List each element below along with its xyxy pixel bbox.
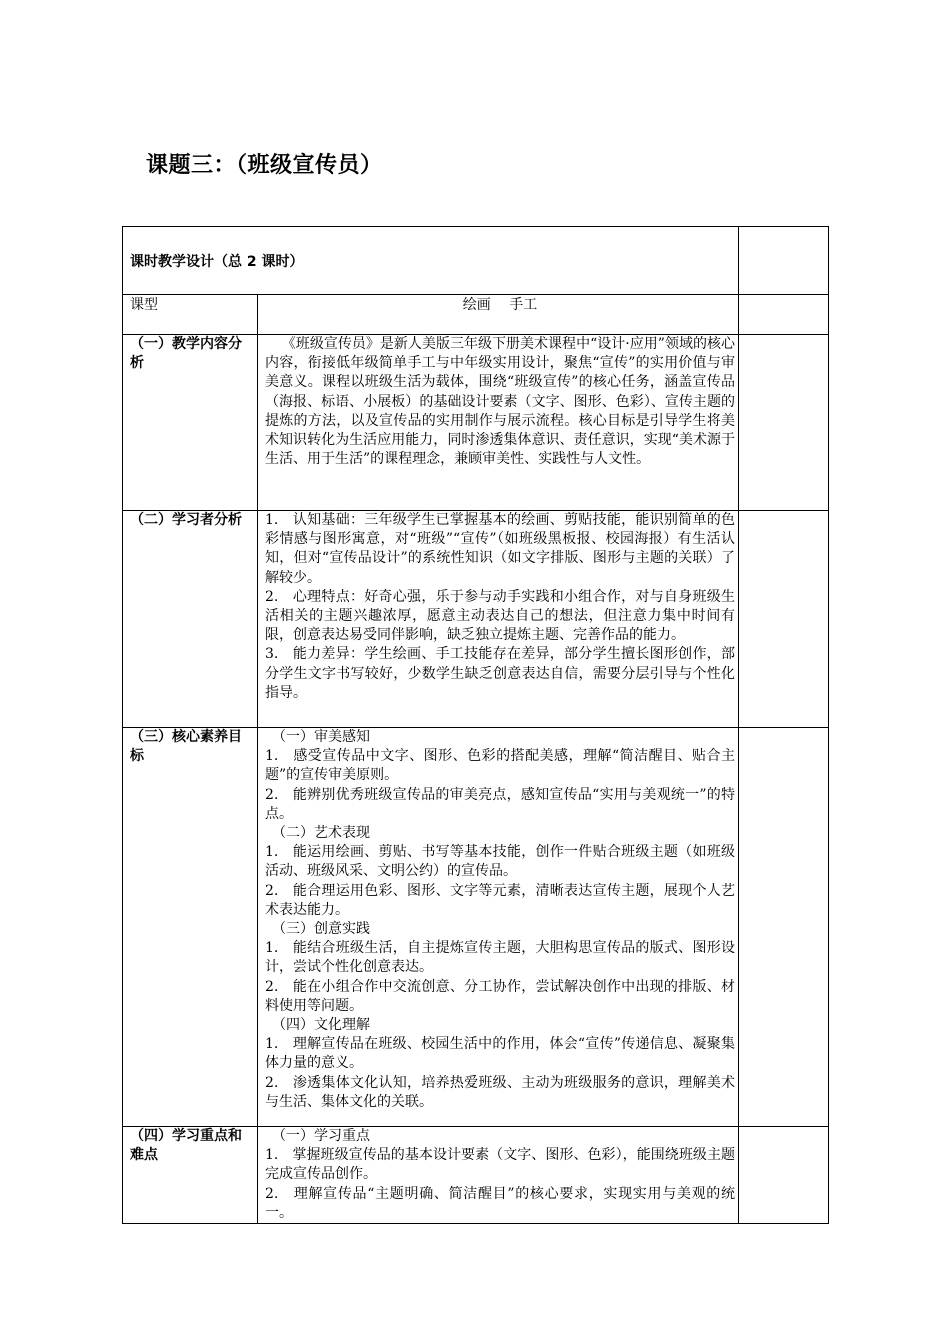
paragraph: 2. 能辨别优秀班级宣传品的审美亮点，感知宣传品“实用与美观统一”的特点。: [265, 786, 735, 822]
header-row: [123, 227, 829, 295]
paragraph: 《班级宣传员》是新人美版三年级下册美术课程中“设计·应用”领域的核心内容，衔接低年级简单手工与中年级实用设计，聚焦“宣传”的实用价值与审美意义。课程以班级生活为载体，围绕“班级宣传”的核心任务，涵盖宣传品（海报、标语、小展板）的基础设计要素（文字、图形、色彩）、宣传主题的提炼的方法，以及宣传品的实用制作与展示流程。核心目标是引导学生将美术知识转化为生活应用能力，同时渗透集体意识、责任意识，实现“美术源于生活、用于生活”的课程理念，兼顾审美性、实践性与人文性。: [265, 336, 735, 468]
section-label: （四）学习重点和难点: [123, 1127, 258, 1224]
section-content: [258, 511, 739, 728]
page-title: 课题三：（班级宣传员）: [146, 153, 383, 178]
section-row: [123, 728, 829, 1127]
section-row: [123, 511, 829, 728]
subheading: （三）创意实践: [272, 921, 370, 938]
subheading: （一）学习重点: [272, 1128, 370, 1144]
type-row: [123, 295, 829, 335]
paragraph: 1. 能结合班级生活，自主提炼宣传主题，大胆构思宣传品的版式、图形设计，尝试个性化创意表达。: [265, 940, 735, 976]
section-row: [123, 1127, 829, 1224]
empty-cell: [739, 728, 829, 1127]
paragraph: 1. 能运用绘画、剪贴、书写等基本技能，创作一件贴合班级主题（如班级活动、班级风采、文明公约）的宣传品。: [265, 844, 735, 880]
paragraph: 1. 理解宣传品在班级、校园生活中的作用，体会“宣传”传递信息、凝聚集体力量的意义。: [265, 1036, 735, 1072]
paragraph: 1. 认知基础：三年级学生已掌握基本的绘画、剪贴技能，能识别简单的色彩情感与图形寓意，对“班级”“宣传”（如班级黑板报、校园海报）有生活认知，但对“宣传品设计”的系统性知识（如文字排版、图形与主题的关联）了解较少。: [265, 512, 735, 586]
paragraph: 3. 能力差异：学生绘画、手工技能存在差异，部分学生擅长图形创作，部分学生文字书写较好，少数学生缺乏创意表达自信，需要分层引导与个性化指导。: [265, 646, 735, 701]
section-label: （一）教学内容分析: [123, 335, 258, 511]
paragraph: 1. 掌握班级宣传品的基本设计要素（文字、图形、色彩），能围绕班级主题完成宣传品创作。: [265, 1147, 735, 1183]
section-content: [258, 335, 739, 511]
section-label: （二）学习者分析: [123, 511, 258, 728]
paragraph: 2. 能在小组合作中交流创意、分工协作，尝试解决创作中出现的排版、材料使用等问题。: [265, 978, 735, 1014]
paragraph: 1. 感受宣传品中文字、图形、色彩的搭配美感，理解“简洁醒目、贴合主题”的宣传审美原则。: [265, 748, 735, 784]
table-header: 课时教学设计（总 2 课时）: [123, 227, 739, 295]
empty-cell: [739, 335, 829, 511]
subheading: （四）文化理解: [272, 1017, 370, 1034]
lesson-plan-table: [122, 226, 829, 1224]
paragraph: 2. 心理特点：好奇心强，乐于参与动手实践和小组合作，对与自身班级生活相关的主题兴趣浓厚，愿意主动表达自己的想法，但注意力集中时间有限，创意表达易受同伴影响，缺乏独立提炼主题、完善作品的能力。: [265, 588, 735, 644]
empty-cell: [739, 227, 829, 295]
type-value: 绘画 手工: [258, 295, 739, 335]
type-label: 课型: [123, 295, 258, 335]
subheading: （二）艺术表现: [272, 825, 370, 842]
paragraph: 2. 能合理运用色彩、图形、文字等元素，清晰表达宣传主题，展现个人艺术表达能力。: [265, 882, 735, 918]
section-label: （三）核心素养目标: [123, 728, 258, 1127]
section-content: [258, 728, 739, 1127]
subheading: （一）审美感知: [272, 729, 370, 745]
paragraph: 2. 渗透集体文化认知，培养热爱班级、主动为班级服务的意识，理解美术与生活、集体文化的关联。: [265, 1074, 735, 1110]
empty-cell: [739, 511, 829, 728]
paragraph: 2. 理解宣传品“主题明确、简洁醒目”的核心要求，实现实用与美观的统一。: [265, 1185, 735, 1221]
section-row: [123, 335, 829, 511]
empty-cell: [739, 295, 829, 335]
empty-cell: [739, 1127, 829, 1224]
section-content: [258, 1127, 739, 1224]
